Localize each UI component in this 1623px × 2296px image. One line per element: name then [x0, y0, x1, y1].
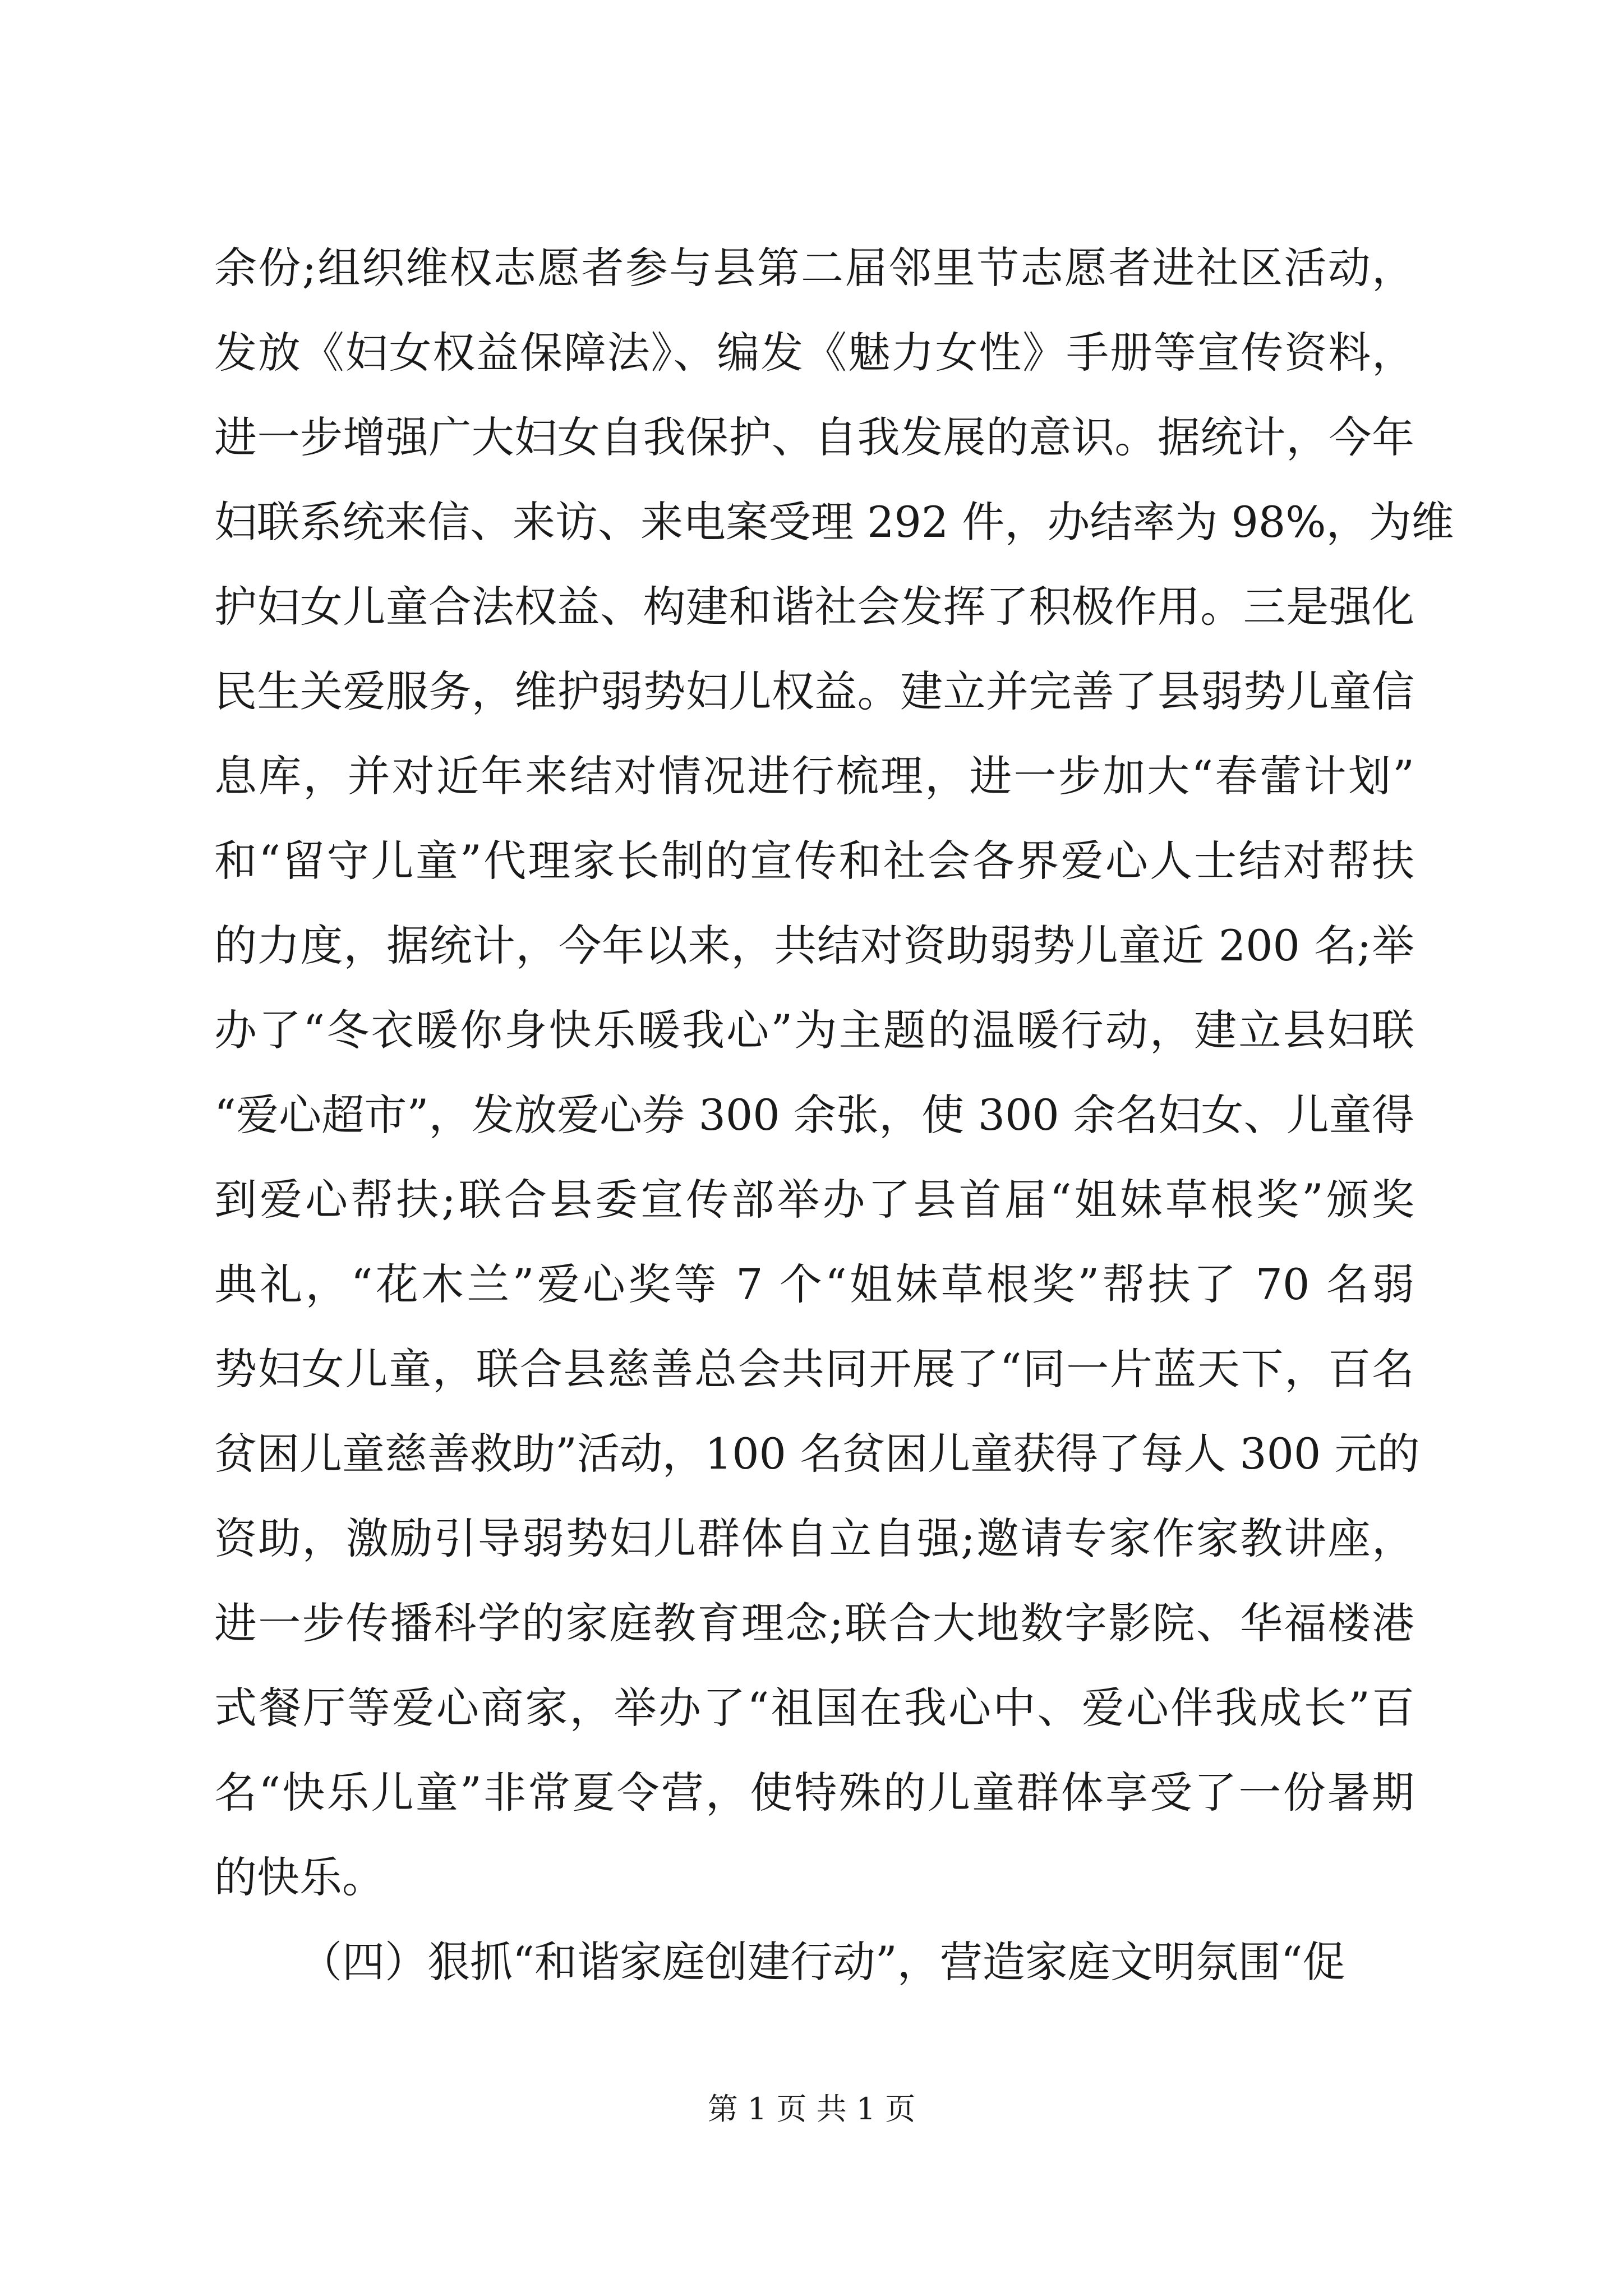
- page-footer: 第 1 页 共 1 页: [707, 2091, 916, 2127]
- text-line: 式餐厅等爱心商家，举办了“祖国在我心中、爱心伴我成长”百: [214, 1683, 1414, 1733]
- text-line: 进一步增强广大妇女自我保护、自我发展的意识。据统计，今年: [214, 412, 1414, 462]
- text-line: 和“留守儿童”代理家长制的宣传和社会各界爱心人士结对帮扶: [214, 836, 1414, 886]
- text-line: 典礼，“花木兰”爱心奖等 7 个“姐妹草根奖”帮扶了 70 名弱: [214, 1259, 1414, 1309]
- text-line: 势妇女儿童，联合县慈善总会共同开展了“同一片蓝天下，百名: [214, 1344, 1414, 1394]
- text-line: 民生关爱服务，维护弱势妇儿权益。建立并完善了县弱势儿童信: [214, 666, 1414, 716]
- section-heading-line: （四）狠抓“和谐家庭创建行动”，营造家庭文明氛围“促: [299, 1937, 1345, 1987]
- text-line: 发放《妇女权益保障法》、编发《魅力女性》手册等宣传资料，: [214, 328, 1414, 378]
- text-line: 贫困儿童慈善救助”活动，100 名贫困儿童获得了每人 300 元的: [214, 1429, 1420, 1479]
- text-line: 的快乐。: [214, 1852, 385, 1902]
- text-line: 进一步传播科学的家庭教育理念;联合大地数字影院、华福楼港: [214, 1598, 1414, 1648]
- text-line: 到爱心帮扶;联合县委宣传部举办了县首届“姐妹草根奖”颁奖: [214, 1175, 1414, 1225]
- text-line: “爱心超市”，发放爱心券 300 余张，使 300 余名妇女、儿童得: [214, 1090, 1414, 1140]
- text-line: 妇联系统来信、来访、来电案受理 292 件，办结率为 98%，为维: [214, 497, 1454, 547]
- text-line: 的力度，据统计，今年以来，共结对资助弱势儿童近 200 名;举: [214, 921, 1414, 970]
- text-line: 息库，并对近年来结对情况进行梳理，进一步加大“春蕾计划”: [214, 751, 1414, 801]
- text-line: 名“快乐儿童”非常夏令营，使特殊的儿童群体享受了一份暑期: [214, 1768, 1414, 1818]
- body-text: [214, 226, 1454, 2004]
- text-line: 护妇女儿童合法权益、构建和谐社会发挥了积极作用。三是强化: [214, 582, 1414, 632]
- text-line: 办了“冬衣暖你身快乐暖我心”为主题的温暖行动，建立县妇联: [214, 1005, 1414, 1055]
- text-line: 余份;组织维权志愿者参与县第二届邻里节志愿者进社区活动，: [214, 243, 1414, 293]
- text-line: 资助，激励引导弱势妇儿群体自立自强;邀请专家作家教讲座，: [214, 1513, 1414, 1563]
